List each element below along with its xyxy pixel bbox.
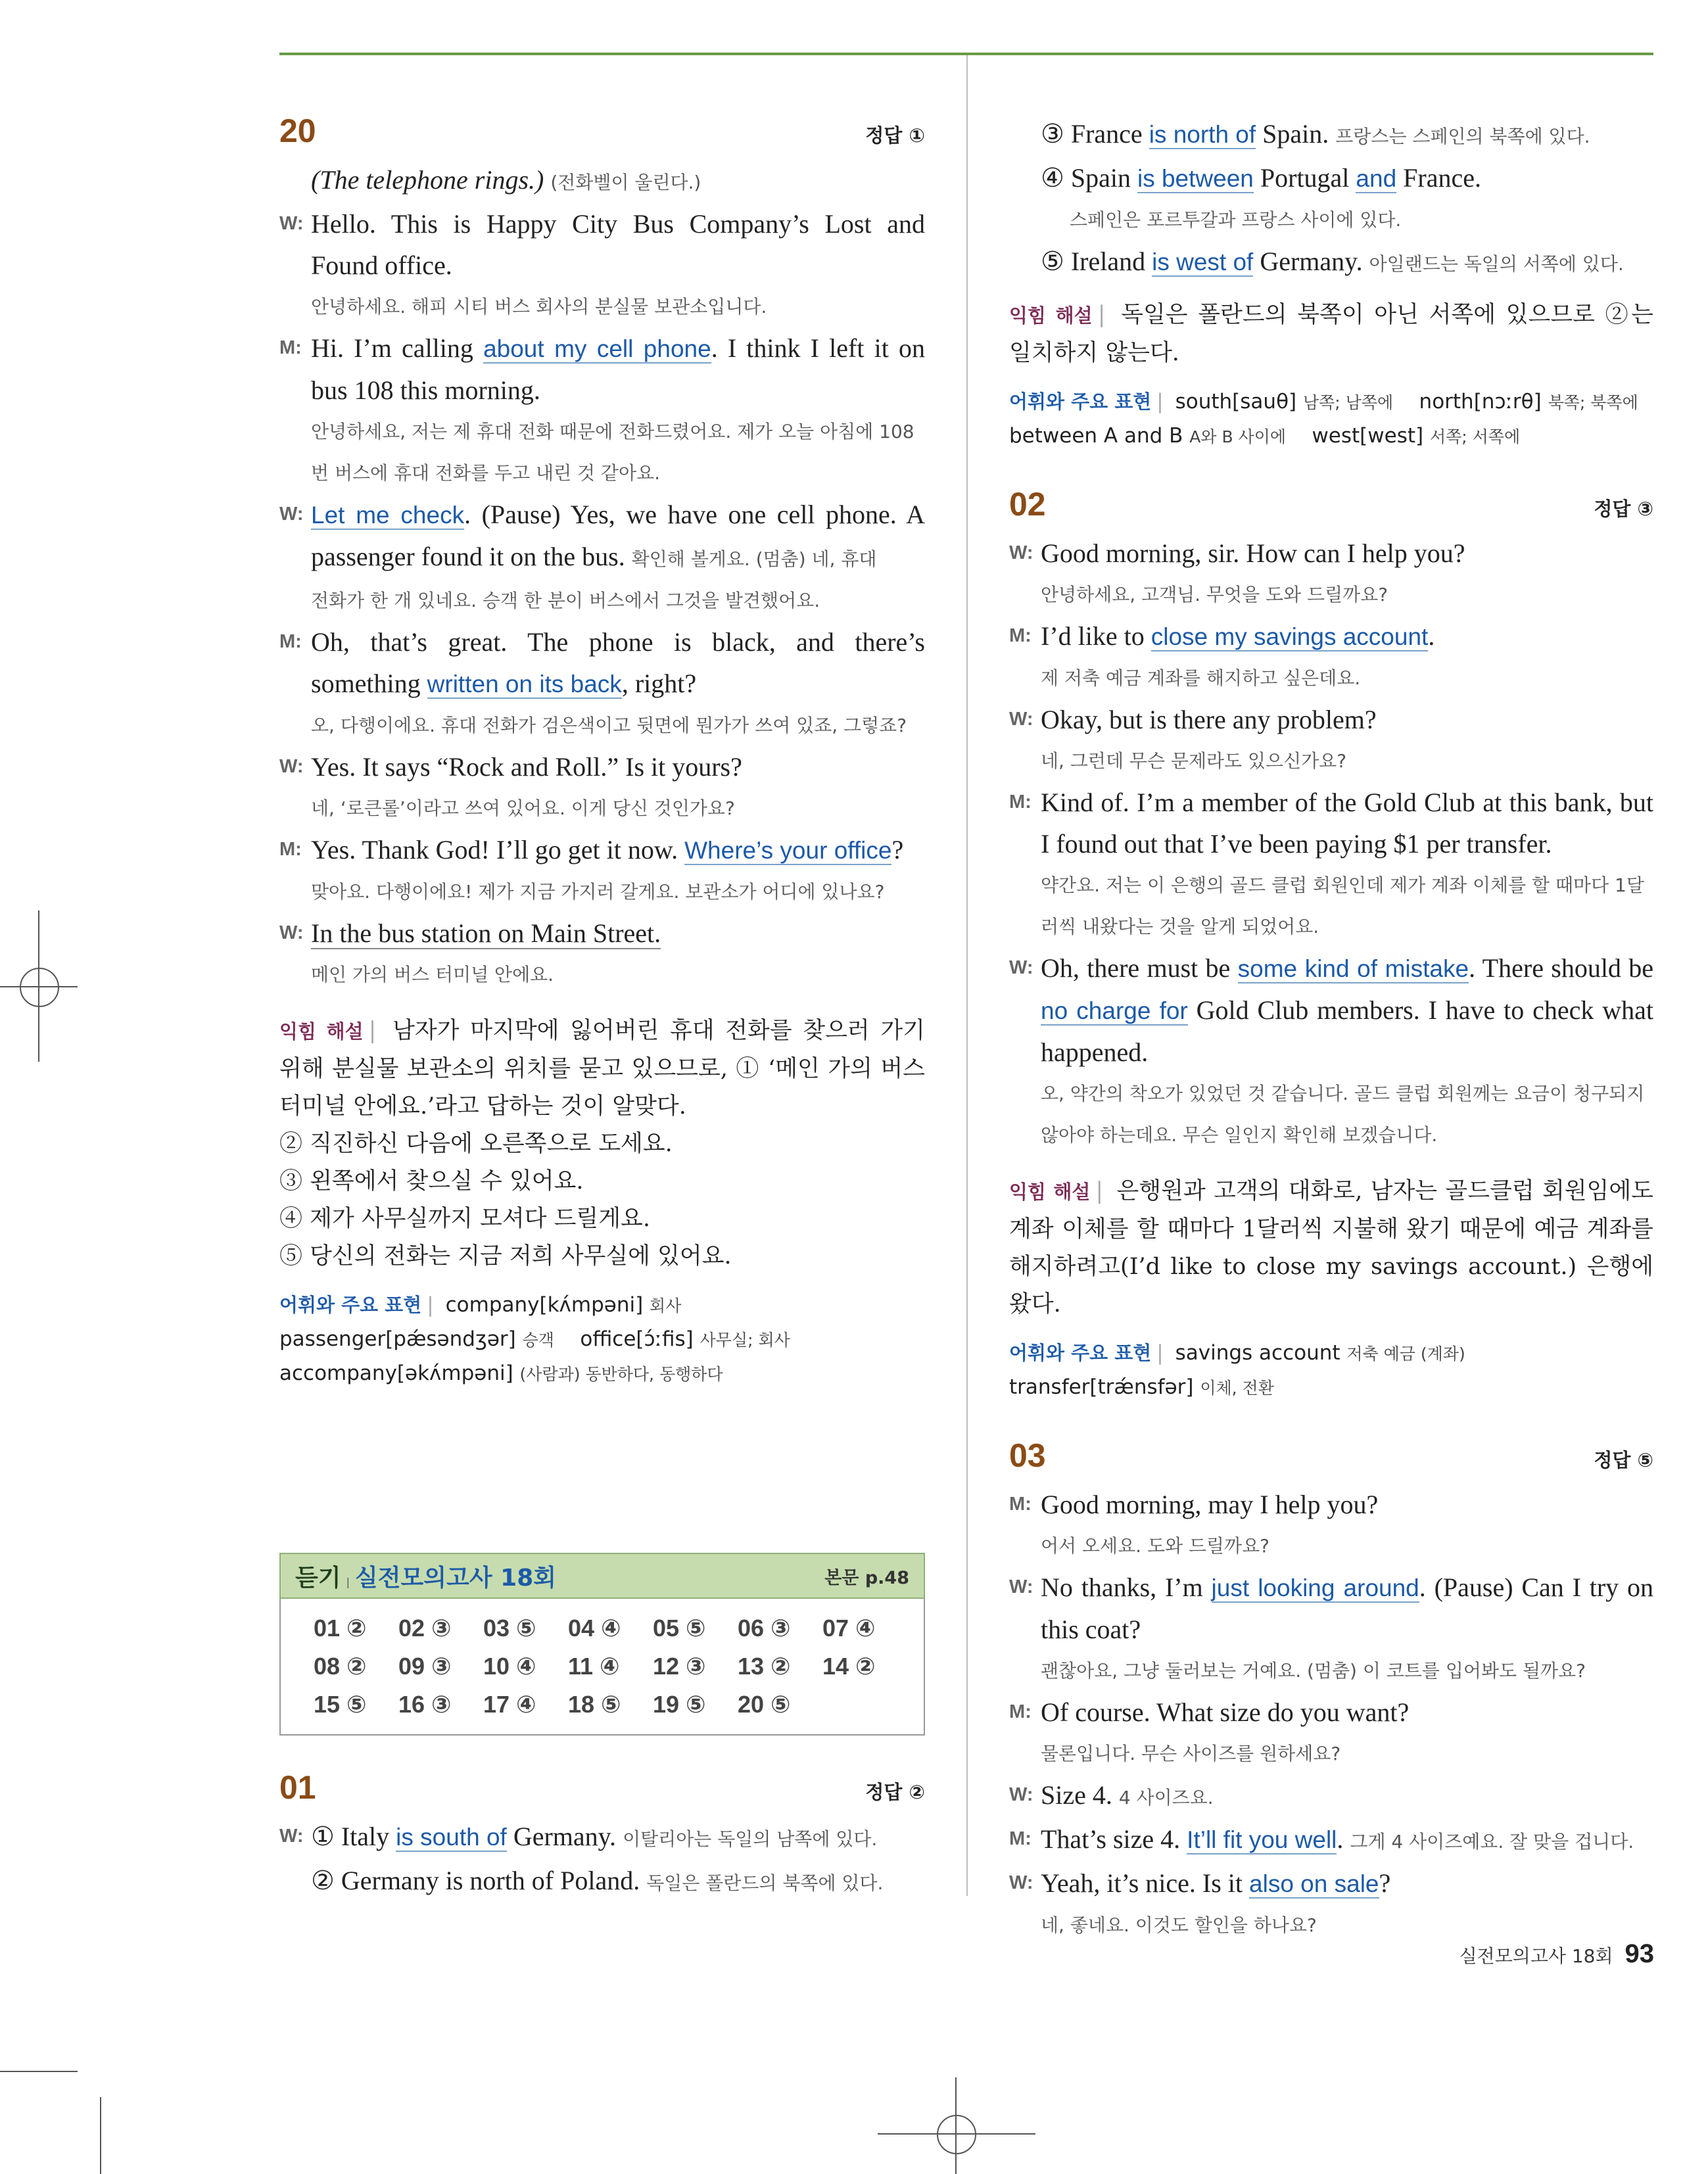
speaker: M: — [1009, 1701, 1032, 1722]
speaker: M: — [279, 631, 302, 652]
line-text: Yeah, it’s nice. Is it — [1041, 1868, 1250, 1898]
vocab-meaning: 저축 예금 (계좌) — [1346, 1344, 1465, 1363]
answer-cell: 05 ⑤ — [653, 1615, 706, 1642]
translation: 이탈리아는 독일의 남쪽에 있다. — [623, 1828, 878, 1850]
option-list — [279, 1125, 925, 1275]
vocab-word: office[ɔ́ːfis] — [580, 1327, 694, 1351]
speaker: M: — [1009, 625, 1032, 646]
speaker: W: — [1009, 1784, 1033, 1805]
translation: 독일은 폴란드의 북쪽에 있다. — [646, 1872, 884, 1894]
dialogue-line — [1009, 1818, 1653, 1862]
dialogue-line — [1009, 113, 1653, 157]
question-03-header — [1009, 1436, 1653, 1475]
option-item: ③ 왼쪽에서 찾으실 수 있어요. — [279, 1168, 584, 1194]
speaker: W: — [1009, 709, 1033, 730]
translation: 네, 좋네요. 이것도 할인을 하나요? — [1041, 1914, 1317, 1936]
answer-cell: 06 ③ — [738, 1615, 791, 1642]
translation: 물론입니다. 무슨 사이즈를 원하세요? — [1041, 1743, 1341, 1764]
vocabulary-title: 어휘와 주요 표현 — [1009, 390, 1152, 413]
blank-answer: just looking around — [1211, 1574, 1419, 1601]
translation: 어서 오세요. 도와 드릴까요? — [1041, 1535, 1269, 1557]
vocab-meaning: A와 B 사이에 — [1189, 427, 1287, 446]
dialogue-line — [279, 494, 925, 580]
speaker: W: — [279, 504, 304, 525]
answer-cell: 11 ④ — [568, 1653, 620, 1680]
translation: 스페인은 포르투갈과 프랑스 사이에 있다. — [1070, 209, 1402, 231]
dialogue-line — [279, 327, 925, 411]
right-column — [1009, 113, 1653, 1946]
question-20 — [279, 112, 925, 1391]
speaker: W: — [279, 1826, 304, 1847]
translation: (전화벨이 울린다.) — [550, 172, 701, 193]
page-number: 93 — [1625, 1939, 1654, 1968]
translation: 그게 4 사이즈예요. 잘 맞을 겁니다. — [1350, 1831, 1634, 1853]
line-text: , right? — [621, 669, 697, 698]
speaker: M: — [279, 337, 302, 358]
blank-answer: close my savings account — [1151, 623, 1429, 650]
translation: 4 사이즈요. — [1118, 1787, 1214, 1808]
answer-cell: 02 ③ — [398, 1615, 452, 1642]
line-text: ② Germany is north of Poland. — [311, 1866, 640, 1895]
line-text: Germany. — [1253, 247, 1363, 276]
line-text: That’s size 4. — [1041, 1824, 1187, 1854]
dialogue-line — [1009, 1484, 1653, 1525]
line-text: Good morning, may I help you? — [1041, 1490, 1379, 1519]
blank-answer: written on its back — [427, 671, 622, 697]
translation: 약간요. 저는 이 은행의 골드 클럽 회원인데 제가 계좌 이체를 할 때마다 1달러씩 내왔다는 것을 알게 되었어요. — [1041, 874, 1644, 937]
answer-cell: 12 ③ — [653, 1653, 706, 1680]
dialogue-line — [279, 746, 925, 788]
blank-answer: some kind of mistake — [1237, 955, 1469, 982]
vocab-meaning: (사람과) 동반하다, 동행하다 — [519, 1365, 723, 1384]
line-text: ? — [1379, 1868, 1391, 1898]
vocabulary-title: 어휘와 주요 표현 — [279, 1294, 422, 1316]
vocab-meaning: 사무실; 회사 — [700, 1331, 790, 1350]
blank-answer: about my cell phone — [483, 335, 711, 362]
dialogue-line — [1009, 615, 1653, 657]
dialogue-line — [1009, 241, 1653, 285]
vocabulary-title: 어휘와 주요 표현 — [1009, 1342, 1152, 1364]
answer-cell: 18 ⑤ — [568, 1691, 621, 1718]
translation: 안녕하세요. 해피 시티 버스 회사의 분실물 보관소입니다. — [311, 296, 767, 318]
dialogue-line — [1009, 1567, 1653, 1650]
explanation-title: 익힘 해설 — [1009, 304, 1093, 327]
answer-cell: 14 ② — [822, 1653, 876, 1680]
section-label: 듣기 — [295, 1564, 341, 1592]
line-text: Yes. Thank God! I’ll go get it now. — [311, 835, 685, 864]
test-label: 실전모의고사 18회 — [354, 1564, 557, 1592]
answer-key-box — [279, 1553, 925, 1736]
blank-answer: is west of — [1152, 248, 1254, 275]
stage-direction: (The telephone rings.) — [311, 165, 544, 195]
dialogue-line — [1009, 157, 1653, 199]
answer-cell: 03 ⑤ — [483, 1615, 536, 1642]
blank-answer: is south of — [396, 1824, 507, 1851]
line-text: Hello. This is Happy City Bus Company’s Lost and Found office. — [311, 209, 925, 280]
blank-answer: is north of — [1149, 121, 1256, 148]
explanation: 익힘 해설 | 독일은 폴란드의 북쪽이 아닌 서쪽에 있으므로 ②는 일치하지 않는다. — [1009, 302, 1653, 366]
blank-answer: also on sale — [1249, 1870, 1379, 1897]
vocab-word: transfer[trǽnsfər] — [1009, 1375, 1194, 1399]
vocab-meaning: 이체, 전환 — [1200, 1379, 1274, 1398]
line-text: ④ Spain — [1041, 163, 1137, 193]
line-text: Of course. What size do you want? — [1041, 1697, 1410, 1727]
line-text: Portugal — [1253, 163, 1356, 193]
line-text: Hi. I’m calling — [311, 333, 484, 363]
explanation-text: 남자가 마지막에 잃어버린 휴대 전화를 찾으러 가기 위해 분실물 보관소의 위치를 묻고 있으므로, ① ‘메인 가의 버스 터미널 안에요.’라고 답하는 것이 알맞다. — [279, 1018, 925, 1120]
translation: 안녕하세요, 저는 제 휴대 전화 때문에 전화드렸어요. 제가 오늘 아침에 108번 버스에 휴대 전화를 두고 내린 것 같아요. — [311, 421, 914, 484]
vocab-word: company[kʌ́mpəni] — [445, 1293, 644, 1317]
option-item: ⑤ 당신의 전화는 지금 저희 사무실에 있어요. — [279, 1243, 732, 1269]
vocab-word: north[nɔːrθ] — [1419, 390, 1542, 414]
question-01 — [279, 1768, 925, 1904]
blank-answer: Let me check — [311, 502, 465, 529]
answer-cell: 07 ④ — [822, 1615, 876, 1642]
translation: 괜찮아요, 그냥 둘러보는 거예요. (멈춤) 이 코트를 입어봐도 될까요? — [1041, 1660, 1586, 1682]
page-footer — [1459, 1939, 1654, 1969]
translation: 오, 약간의 착오가 있었던 것 같습니다. 골드 클럽 회원께는 요금이 청구되지 않아야 하는데요. 무슨 일인지 확인해 보겠습니다. — [1041, 1083, 1645, 1146]
vocabulary: 어휘와 주요 표현 | savings account 저축 예금 (계좌) transfer[trǽnsfər] 이체, 전환 — [1009, 1341, 1465, 1399]
option-item: ④ 제가 사무실까지 모셔다 드릴게요. — [279, 1206, 650, 1232]
line-text: Spain. — [1256, 119, 1329, 149]
translation: 안녕하세요, 고객님. 무엇을 도와 드릴까요? — [1041, 584, 1388, 605]
dialogue-line — [1009, 1862, 1653, 1904]
explanation: 익힘 해설 | 은행원과 고객의 대화로, 남자는 골드클럽 회원임에도 계좌 이체를 할 때마다 1달러씩 지불해 왔기 때문에 예금 계좌를 해지하려고(I’d like to close my savings account.) 은행에 왔다. — [1009, 1178, 1653, 1317]
translation: 오, 다행이에요. 휴대 전화가 검은색이고 뒷면에 뭔가가 쓰여 있죠, 그렇죠? — [311, 715, 907, 736]
footer-label: 실전모의고사 18회 — [1459, 1945, 1613, 1967]
line-text: Size 4. — [1041, 1780, 1112, 1810]
page-reference: 본문 p.48 — [824, 1567, 909, 1588]
answer-label: 정답 ③ — [1594, 498, 1653, 520]
vocab-word: south[sauθ] — [1175, 390, 1297, 414]
speaker: W: — [1009, 1576, 1033, 1597]
dialogue-line — [279, 203, 925, 286]
blank-answer: no charge for — [1041, 997, 1188, 1024]
vocab-word: between A and B — [1009, 424, 1183, 448]
line-text: No thanks, I’m — [1041, 1572, 1212, 1602]
vocab-meaning: 승객 — [522, 1331, 554, 1350]
speaker: M: — [1009, 1828, 1032, 1849]
speaker: M: — [1009, 792, 1032, 813]
answer-cell: 09 ③ — [398, 1653, 452, 1680]
explanation: 익힘 해설 | 남자가 마지막에 잃어버린 휴대 전화를 찾으러 가기 위해 분실물 보관소의 위치를 묻고 있으므로, ① ‘메인 가의 버스 터미널 안에요.’라고 답하는 것이 알맞다. — [279, 1018, 925, 1120]
dialogue-line — [279, 912, 925, 954]
line-text: . (Pause) Yes, we have one cell phone. A passenger found it on the bus. — [311, 500, 925, 571]
vocab-word: accompany[əkʌ́mpəni] — [279, 1361, 513, 1385]
speaker: W: — [1009, 1872, 1033, 1893]
line-text: I’d like to — [1041, 621, 1151, 651]
question-number: 01 — [279, 1769, 316, 1806]
line-text: . I think I left it on bus 108 this morning. — [311, 333, 925, 405]
line-text: Germany. — [506, 1822, 617, 1851]
answer-cell: 15 ⑤ — [314, 1691, 367, 1718]
speaker: W: — [279, 922, 304, 943]
answer-label: 정답 ① — [865, 124, 925, 147]
explanation-text: 은행원과 고객의 대화로, 남자는 골드클럽 회원임에도 계좌 이체를 할 때마다 1달러씩 지불해 왔기 때문에 예금 계좌를 해지하려고(I’d like to close my savings account.) 은행에 왔다. — [1009, 1178, 1653, 1317]
vocabulary: 어휘와 주요 표현 | company[kʌ́mpəni] 회사 passenger[pǽsəndʒər] 승객 office[ɔ́ːfis] 사무실; 회사 accompany[əkʌ́mpəni] (사람과) 동반하다, 동행하다 — [279, 1293, 790, 1385]
answer-cell: 19 ⑤ — [653, 1691, 706, 1718]
line-text: ③ France — [1041, 119, 1149, 149]
blank-answer: is between — [1137, 165, 1254, 192]
vocabulary: 어휘와 주요 표현 | south[sauθ] 남쪽; 남쪽에 north[nɔːrθ] 북쪽; 북쪽에 between A and B A와 B 사이에 west[west] 서쪽; 서쪽에 — [1009, 390, 1638, 448]
answer-grid — [279, 1599, 925, 1736]
line-text: ⑤ Ireland — [1041, 247, 1152, 276]
answer-cell: 13 ② — [738, 1653, 791, 1680]
vocab-word: passenger[pǽsəndʒər] — [279, 1327, 516, 1351]
dialogue-line — [1009, 1691, 1653, 1733]
speaker: M: — [1009, 1494, 1032, 1515]
line-text: . — [1428, 621, 1435, 651]
translation: 제 저축 예금 계좌를 해지하고 싶은데요. — [1041, 667, 1361, 689]
line-text: In the bus station on Main Street. — [311, 918, 661, 948]
dialogue-line — [279, 621, 925, 705]
explanation-title: 익힘 해설 — [279, 1020, 364, 1043]
translation: 네, ‘로큰롤’이라고 쓰여 있어요. 이게 당신 것인가요? — [311, 797, 735, 819]
column-divider — [966, 55, 968, 1896]
translation: 확인해 볼게요. (멈춤) 네, 휴대 — [631, 548, 877, 570]
line-text: ? — [891, 835, 904, 864]
question-number: 20 — [279, 112, 316, 149]
blank-answer: Where’s your office — [684, 837, 892, 864]
line-text: France. — [1396, 163, 1481, 193]
vocab-word: west[west] — [1312, 424, 1424, 448]
answer-cell: 01 ② — [314, 1615, 367, 1642]
translation: 아일랜드는 독일의 서쪽에 있다. — [1369, 253, 1624, 275]
vocab-meaning: 남쪽; 남쪽에 — [1303, 393, 1394, 412]
answer-key-header: 듣기 | 실전모의고사 18회 본문 p.48 — [279, 1553, 925, 1599]
translation: 전화가 한 개 있네요. 승객 한 분이 버스에서 그것을 발견했어요. — [311, 590, 820, 611]
answer-cell: 17 ④ — [483, 1691, 536, 1718]
translation: 네, 그런데 무슨 문제라도 있으신가요? — [1041, 750, 1347, 772]
answer-cell: 10 ④ — [483, 1653, 536, 1680]
dialogue-line — [279, 829, 925, 871]
speaker: W: — [1009, 957, 1033, 978]
translation: 맞아요. 다행이에요! 제가 지금 가지러 갈게요. 보관소가 어디에 있나요? — [311, 881, 885, 903]
question-02-header — [1009, 485, 1653, 523]
vocab-meaning: 북쪽; 북쪽에 — [1548, 393, 1638, 412]
explanation-title: 익힘 해설 — [1009, 1181, 1091, 1203]
speaker: W: — [279, 213, 304, 234]
line-text: Kind of. I’m a member of the Gold Club at this bank, but I found out that I’ve been paying $1 per transfer. — [1041, 788, 1653, 859]
answer-cell: 16 ③ — [398, 1691, 452, 1718]
dialogue-line — [1009, 1774, 1653, 1818]
translation: 프랑스는 스페인의 북쪽에 있다. — [1335, 126, 1590, 147]
question-number: 02 — [1009, 486, 1046, 523]
line-text: . (Pause) Can I try on this coat? — [1041, 1572, 1653, 1644]
explanation-text: 독일은 폴란드의 북쪽이 아닌 서쪽에 있으므로 ②는 일치하지 않는다. — [1009, 302, 1653, 366]
answer-cell: 20 ⑤ — [738, 1691, 791, 1718]
vocab-meaning: 회사 — [650, 1296, 682, 1315]
translation: 메인 가의 버스 터미널 안에요. — [311, 964, 554, 985]
dialogue-line — [279, 1816, 925, 1860]
dialogue-line — [1009, 947, 1653, 1073]
vocab-word: savings account — [1175, 1341, 1340, 1365]
speaker: W: — [279, 756, 304, 777]
line-text: . There should be — [1469, 953, 1653, 983]
line-text: Oh, there must be — [1041, 953, 1238, 983]
speaker: M: — [279, 839, 302, 860]
line-text: Yes. It says “Rock and Roll.” Is it yours? — [311, 752, 742, 782]
answer-cell: 08 ② — [314, 1653, 367, 1680]
line-text: . — [1337, 1824, 1344, 1854]
blank-answer: and — [1356, 165, 1397, 192]
answer-label: 정답 ⑤ — [1594, 1449, 1653, 1471]
dialogue-line — [279, 1860, 925, 1904]
option-item: ② 직진하신 다음에 오른쪽으로 도세요. — [279, 1131, 673, 1157]
line-text: Okay, but is there any problem? — [1041, 705, 1377, 734]
line-text: Good morning, sir. How can I help you? — [1041, 538, 1465, 568]
dialogue-line — [1009, 532, 1653, 574]
speaker: W: — [1009, 542, 1033, 563]
vocab-meaning: 서쪽; 서쪽에 — [1429, 427, 1521, 446]
line-text: Oh, that’s great. The phone is black, and there’s something — [311, 627, 925, 698]
blank-answer: It’ll fit you well — [1187, 1826, 1337, 1853]
answer-label: 정답 ② — [865, 1781, 925, 1803]
question-number: 03 — [1009, 1437, 1046, 1474]
dialogue-line — [1009, 782, 1653, 864]
line-text: Gold Club members. I have to check what happened. — [1041, 995, 1653, 1067]
answer-cell: 04 ④ — [568, 1615, 621, 1642]
dialogue-line — [1009, 699, 1653, 740]
line-text: ① Italy — [311, 1822, 396, 1851]
